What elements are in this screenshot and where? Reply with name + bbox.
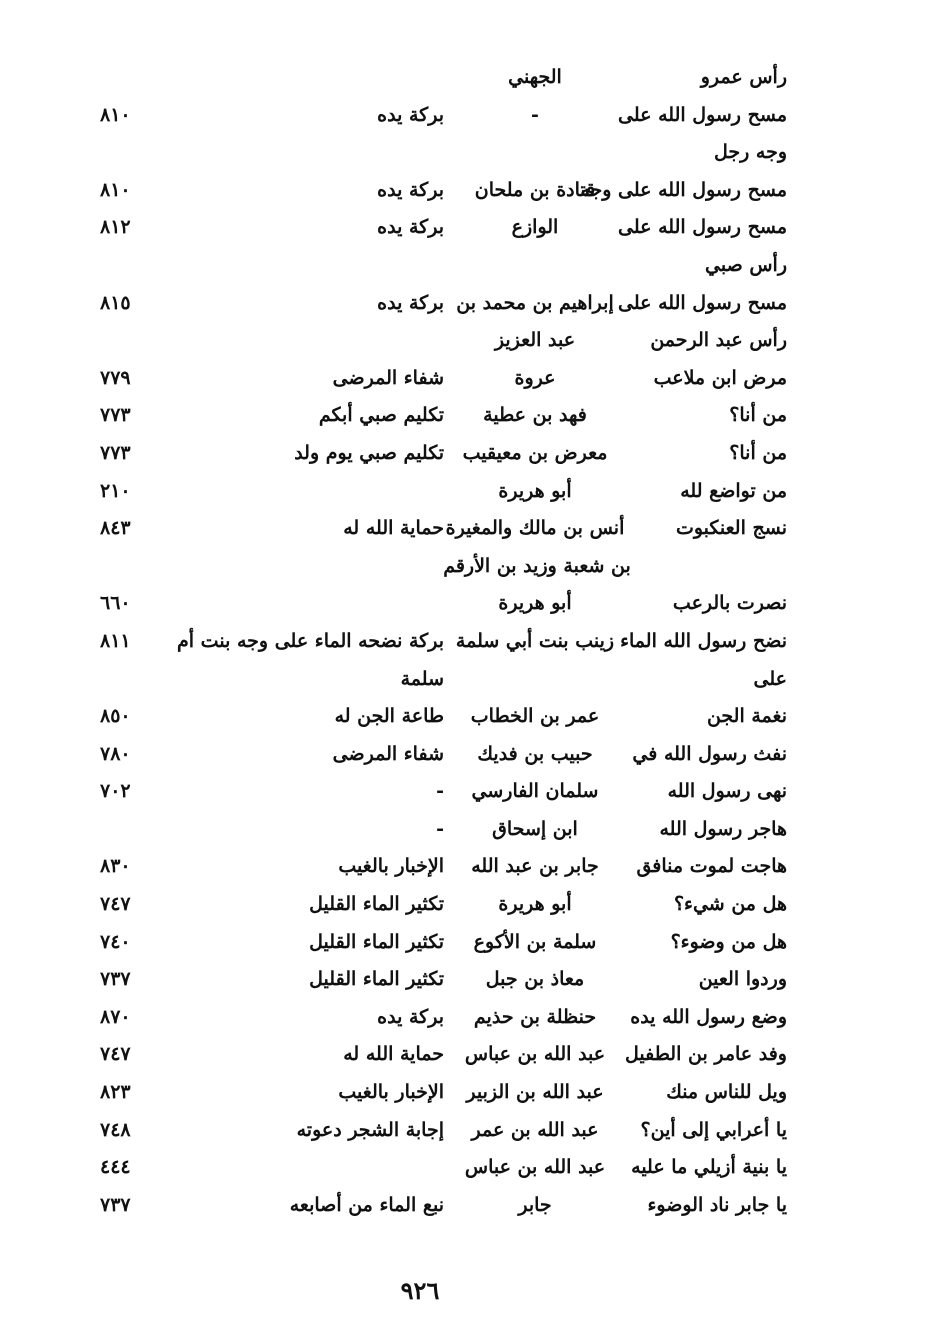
entry-narrator: عبد العزيز (494, 329, 576, 352)
table-row (0, 173, 941, 211)
page-number: ٩٢٦ (400, 1276, 440, 1305)
entry-topic: بركة يده (377, 1005, 444, 1028)
entry-narrator: جابر (518, 1193, 552, 1216)
entry-topic: إجابة الشجر دعوته (296, 1118, 444, 1141)
entry-page: ٨٢٣ (100, 1081, 131, 1104)
entry-page: ٦٦٠ (100, 592, 131, 615)
table-row (0, 962, 941, 1000)
entry-topic: نبع الماء من أصابعه (289, 1193, 444, 1216)
entry-narrator: حبيب بن فديك (477, 742, 593, 765)
table-row (0, 98, 941, 136)
table-row (0, 436, 941, 474)
entry-title: وردوا العين (698, 968, 787, 991)
entry-title: رأس صبي (705, 253, 787, 276)
entry-narrator: معرض بن معيقيب (462, 441, 608, 464)
entry-narrator: ابن إسحاق (492, 817, 578, 840)
entry-title: نصرت بالرعب (672, 592, 787, 615)
table-row (0, 699, 941, 737)
entry-narrator: قتادة بن ملحان (474, 178, 596, 201)
entry-topic: - (436, 780, 444, 803)
entry-title: هاجر رسول الله (659, 817, 787, 840)
entry-narrator: عبد الله بن الزبير (466, 1081, 604, 1104)
entry-narrator: سلمة بن الأكوع (473, 930, 597, 953)
table-row (0, 286, 941, 324)
entry-topic: بركة يده (377, 103, 444, 126)
entry-narrator: زينب بنت أبي سلمة (455, 629, 615, 652)
table-row (0, 1037, 941, 1075)
entry-narrator: معاذ بن جبل (485, 968, 585, 991)
table-row (0, 60, 941, 98)
table-row (0, 248, 941, 286)
entry-title: وضع رسول الله يده (630, 1005, 787, 1028)
entry-narrator: الجهني (508, 66, 562, 88)
entry-topic: تكثير الماء القليل (309, 968, 444, 991)
table-row (0, 1075, 941, 1113)
table-row (0, 511, 941, 549)
entry-topic: شفاء المرضى (332, 742, 444, 765)
entry-title: مسح رسول الله على (618, 103, 787, 126)
entry-title: ويل للناس منك (666, 1081, 787, 1104)
entry-page: ٨١٢ (100, 216, 131, 239)
entry-narrator: الوازع (511, 216, 559, 239)
entry-topic: بركة نضحه الماء على وجه بنت أم (177, 629, 444, 652)
entry-page: ٨٥٠ (100, 705, 131, 728)
table-row (0, 323, 941, 361)
entry-page: ٧٣٧ (100, 1193, 131, 1216)
entry-topic: حماية الله له (343, 517, 444, 540)
entry-page: ٧٧٣ (100, 404, 131, 427)
entry-topic: - (436, 817, 444, 840)
entry-page: ٧٤٠ (100, 930, 131, 953)
entry-title: من أنا؟ (729, 404, 787, 427)
entry-narrator: أبو هريرة (498, 479, 572, 502)
entry-topic: طاعة الجن له (334, 705, 444, 728)
entry-page: ٤٤٤ (100, 1156, 131, 1179)
table-row (0, 925, 941, 963)
table-row (0, 210, 941, 248)
entry-title: وجه رجل (713, 141, 787, 164)
entry-page: ٨١١ (100, 629, 131, 652)
table-row (0, 398, 941, 436)
entry-page: ٨٧٠ (100, 1005, 131, 1028)
entry-page: ٧٤٨ (100, 1118, 131, 1141)
entry-narrator: عبد الله بن عمر (471, 1118, 599, 1141)
entry-narrator: حنظلة بن حذيم (473, 1005, 597, 1028)
entry-topic: تكليم صبي يوم ولد (294, 441, 444, 464)
table-row (0, 774, 941, 812)
entry-title: مسح رسول الله على (618, 216, 787, 239)
table-row (0, 624, 941, 662)
entry-title: وفد عامر بن الطفيل (624, 1043, 787, 1066)
entry-narrator: بن شعبة وزيد بن الأرقم (443, 554, 631, 577)
entry-topic: تكثير الماء القليل (309, 893, 444, 916)
entry-page: ٧٤٧ (100, 1043, 131, 1066)
entry-page: ٧٧٩ (100, 366, 131, 389)
entry-narrator: فهد بن عطية (483, 404, 587, 427)
entry-title: نسج العنكبوت (675, 517, 787, 540)
entry-page: ٧٨٠ (100, 742, 131, 765)
entry-title: مرض ابن ملاعب (653, 366, 787, 389)
entry-title: نضح رسول الله الماء (620, 629, 787, 652)
entry-narrator: أنس بن مالك والمغيرة (445, 517, 625, 540)
table-row (0, 1188, 941, 1226)
entry-narrator: عبد الله بن عباس (464, 1156, 606, 1179)
entry-title: من أنا؟ (729, 441, 787, 464)
entry-title: نفث رسول الله في (632, 742, 787, 765)
entry-topic: سلمة (400, 667, 444, 690)
table-row (0, 812, 941, 850)
entry-title: هاجت لموت منافق (636, 855, 787, 878)
entry-page: ٢١٠ (100, 479, 131, 502)
entry-page: ٧٣٧ (100, 968, 131, 991)
entry-narrator: - (531, 103, 539, 126)
entry-topic: تكثير الماء القليل (309, 930, 444, 953)
entry-topic: بركة يده (377, 216, 444, 239)
entry-title: يا بنية أزيلي ما عليه (631, 1156, 787, 1179)
entry-title: نغمة الجن (706, 705, 787, 728)
entry-page: ٨٤٣ (100, 517, 131, 540)
entry-title: رأس عبد الرحمن (650, 329, 787, 352)
table-row (0, 549, 941, 587)
entry-title: رأس عمرو (700, 66, 787, 88)
entry-topic: الإخبار بالغيب (338, 1081, 444, 1104)
entry-topic: بركة يده (377, 178, 444, 201)
entry-title: من تواضع لله (680, 479, 787, 502)
entry-narrator: عروة (514, 366, 556, 389)
table-row (0, 737, 941, 775)
entry-page: ٧٤٧ (100, 893, 131, 916)
entry-title: على (753, 667, 787, 690)
entry-page: ٧٧٣ (100, 441, 131, 464)
entry-narrator: إبراهيم بن محمد بن (456, 291, 614, 314)
entry-topic: شفاء المرضى (332, 366, 444, 389)
table-row (0, 887, 941, 925)
entry-topic: حماية الله له (343, 1043, 444, 1066)
entry-narrator: عبد الله بن عباس (464, 1043, 606, 1066)
entry-title: مسح رسول الله على (618, 291, 787, 314)
table-row (0, 474, 941, 512)
entry-page: ٨١٥ (100, 291, 131, 314)
table-row (0, 1000, 941, 1038)
table-row (0, 849, 941, 887)
entry-topic: تكليم صبي أبكم (318, 404, 444, 427)
entry-page: ٨١٠ (100, 178, 131, 201)
table-row (0, 662, 941, 700)
entry-narrator: أبو هريرة (498, 592, 572, 615)
entry-page: ٨٣٠ (100, 855, 131, 878)
entry-title: يا جابر ناد الوضوء (647, 1193, 787, 1216)
entry-topic: الإخبار بالغيب (338, 855, 444, 878)
entry-narrator: سلمان الفارسي (471, 780, 599, 803)
table-row (0, 1150, 941, 1188)
table-row (0, 361, 941, 399)
table-row (0, 1113, 941, 1151)
entry-title: هل من وضوء؟ (670, 930, 787, 953)
entry-title: هل من شيء؟ (673, 893, 787, 916)
entry-narrator: أبو هريرة (498, 893, 572, 916)
table-row (0, 586, 941, 624)
entry-page: ٧٠٢ (100, 780, 131, 803)
table-row (0, 135, 941, 173)
entry-narrator: جابر بن عبد الله (471, 855, 599, 878)
entry-title: مسح رسول الله على وجه (580, 178, 787, 201)
entry-title: يا أعرابي إلى أين؟ (640, 1118, 787, 1141)
entry-narrator: عمر بن الخطاب (470, 705, 600, 728)
entry-page: ٨١٠ (100, 103, 131, 126)
entry-topic: بركة يده (377, 291, 444, 314)
index-table (0, 60, 941, 1225)
entry-title: نهى رسول الله (667, 780, 787, 803)
